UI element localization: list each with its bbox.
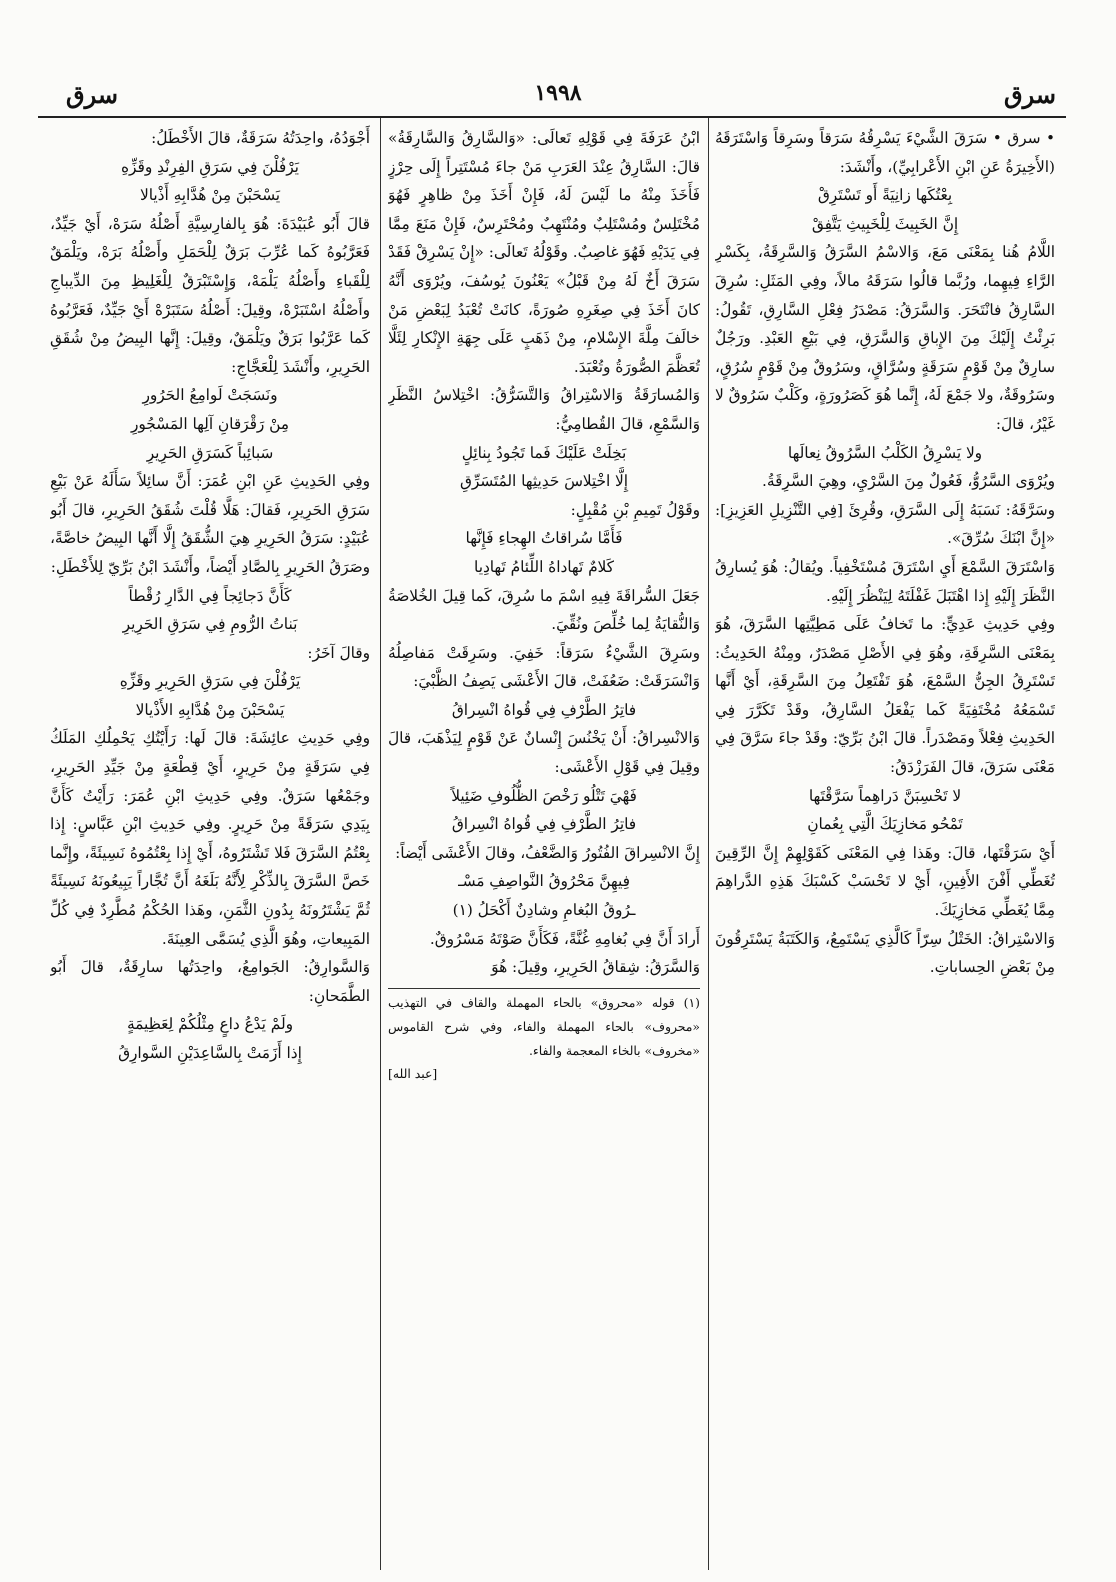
paragraph: وفِي حَدِيثِ عائِشَةَ: قالَ لَها: رَأَيْتُكِ يَحْمِلُكِ المَلَكُ فِي سَرَقَةٍ مِنْ حَرِيرٍ، أَيْ قِطْعَةٍ مِنْ جَيِّدِ الحَرِيرِ، وجَمْعُها سَرَقٌ. وفِي حَدِيثِ ابْنِ عُمَرَ: رَأَيْتُ كَأَنَّ بِيَدِي سَرَقَةً مِنْ حَرِيرٍ. وفِي حَدِيثِ ابْنِ عَبَّاسٍ: إِذا بِعْتُمُ السَّرَقَ فَلا تَشْتَرُوهُ، أَيْ إِذا بِعْتُمُوهُ نَسِيئَةً، وإِنَّما خَصَّ السَّرَقَ بِالذِّكْرِ لِأَنَّهُ بَلَغَهُ أَنَّ تُجَّاراً يَبِيعُونَهُ نَسِيئَةً ثُمَّ يَشْتَرُونَهُ بِدُونِ الثَّمَنِ، وهَذا الحُكْمُ مُطَّرِدٌ فِي كُلِّ المَبِيعاتِ، وهُوَ الَّذِي يُسَمَّى العِينَةَ. xyxy=(50,729,370,948)
verse-line: بَخِلَتْ عَلَيْكَ فَما تَجُودُ بِنائِلٍ xyxy=(461,443,627,462)
verse-line: فَأَمَّا سُراقاتُ الهِجاءِ فَإِنَّها xyxy=(465,529,623,548)
verse-line: يَسْحَبْنَ مِنْ هُدَّابِهِ أَذْيالا xyxy=(140,186,280,205)
verse-line: فَهْيَ تَتْلُو رَخْصَ الظُّلُوفِ ضَئِيلاً xyxy=(451,786,637,805)
paragraph: إِنَّ الانْسِراقَ الفُتُورُ وَالضَّعْفُ، وقالَ الأَعْشَى أَيْضاً: xyxy=(395,843,700,862)
verse-line: ولَمْ يَدْعُ داعٍ مِثْلُكُمْ لِعَظِيمَةٍ xyxy=(126,1015,294,1034)
verse-line: ـرُوقُ البُغامِ وشادِنٌ أَكْحَلُ (١) xyxy=(452,901,636,920)
page-number: ١٩٩٨ xyxy=(534,80,582,106)
paragraph: وسَرِقَ الشَّيْءُ سَرَقاً: خَفِيَ. وسَرِقَتْ مَفاصِلُهُ وَانْسَرَقَتْ: ضَعُفَتْ، قالَ الأَعْشَى يَصِفُ الظَّبْيَ: xyxy=(388,643,700,691)
verse-line: سَبائِباً كَسَرَقِ الحَرِيرِ xyxy=(146,443,274,462)
header-rule xyxy=(38,116,1066,118)
paragraph: وسَرَّقَهُ: نَسَبَهُ إِلَى السَّرَقِ، وقُرِئَ [فِي التَّنْزِيلِ العَزِيزِ]: «إِنَّ ابْنَكَ سُرِّقَ». xyxy=(715,500,1055,548)
column-left xyxy=(50,124,370,1068)
paragraph: وَالانْسِراقُ: أَنْ يَخْنُسَ إِنْسانٌ عَنْ قَوْمٍ لِيَذْهَبَ، قالَ وقِيلَ فِي قَوْلِ الأَعْشَى: xyxy=(388,729,700,777)
verse-line: لا تَحْسِبَنَّ دَراهِماً سَرَّقْتَها xyxy=(808,786,962,805)
verse-line: إِلَّا اخْتِلاسَ حَدِيثِها المُتَسَرِّقِ xyxy=(459,472,629,491)
paragraph: قالَ أَبُو عُبَيْدَةَ: هُوَ بِالفارِسِيَّةِ أَصْلُهُ سَرَهْ، أَيْ جَيِّدٌ، فَعَرَّبُوهُ كَما عُرِّبَ بَرَقٌ لِلْحَمَلِ وأَصْلُهُ بَرَهْ، ويَلْمَقٌ لِلْقَباءِ وأَصْلُهُ يَلْمَهْ، وَإِسْتَبْرَقٌ لِلْغَلِيظِ مِنَ الدِّيباجِ وأَصْلُهُ اسْتَبَرْهْ، وقِيلَ: أَصْلُهُ سَتَبَرْهْ أَيْ جَيِّدٌ، فَعَرَّبُوهُ كَما عَرَّبُوا بَرَقٌ ويَلْمَقٌ، وقِيلَ: إِنَّها البِيضُ مِنْ شُقَقِ الحَرِيرِ، وأَنْشَدَ لِلْعَجَّاجِ: xyxy=(50,214,370,376)
verse-line: يَرْفُلْنَ فِي سَرَقِ الحَرِيرِ وقَزِّهِ xyxy=(119,672,301,691)
verse-line: بَناتُ الرُّومِ فِي سَرَقِ الحَرِيرِ xyxy=(122,615,298,634)
paragraph: وَالمُسارَقَةُ وَالاسْتِراقُ وَالتَّسَرُّقُ: اخْتِلاسُ النَّظَرِ وَالسَّمْعِ، قالَ القُطامِيُّ: xyxy=(388,386,700,433)
column-right xyxy=(715,124,1055,982)
column-divider-right xyxy=(708,118,709,1570)
verse-line: يَرْفُلْنَ فِي سَرَقِ الفِرِنْدِ وقَزِّهِ xyxy=(121,157,299,176)
paragraph: وفِي الحَدِيثِ عَنِ ابْنِ عُمَرَ: أَنَّ سائِلاً سَأَلَهُ عَنْ بَيْعِ سَرَقِ الحَرِيرِ، فَقالَ: هَلَّا قُلْتَ شُقَقُ الحَرِيرِ، قالَ أَبُو عُبَيْدٍ: سَرَقُ الحَرِيرِ هِيَ الشُّقَقُ إِلَّا أَنَّها البِيضُ خاصَّةً، وصَرَقُ الحَرِيرِ بِالصَّادِ أَيْضاً، وأَنْشَدَ ابْنُ بَرِّيّ لِلأَخْطَلِ: xyxy=(50,472,370,576)
paragraph: أَجْوَدُهُ، واحِدَتُهُ سَرَقَةٌ، قالَ الأَخْطَلُ: xyxy=(151,129,370,147)
verse-line: كَلامٌ تَهاداهُ اللِّئامُ تَهادِيا xyxy=(474,557,614,576)
header-entry-word-right: سرق xyxy=(1004,80,1056,109)
paragraph: وَاسْتَرَقَ السَّمْعَ أَيِ اسْتَرَقَ مُسْتَخْفِياً. ويُقالُ: هُوَ يُسارِقُ النَّظَرَ إِلَيْهِ إِذا اهْتَبَلَ غَفْلَتَهُ لِيَنْظُرَ إِلَيْهِ. xyxy=(715,557,1055,605)
paragraph: وقَوْلُ تَمِيمِ بْنِ مُقْبِلٍ: xyxy=(570,500,700,519)
paragraph: • سرق • سَرَقَ الشَّيْءَ يَسْرِقُهُ سَرَقاً وسَرِقاً وَاسْتَرَقَهُ (الأَخِيرَةُ عَنِ ابْنِ الأَعْرابِيِّ)، وأَنْشَدَ: xyxy=(715,129,1055,176)
column-middle-body xyxy=(388,124,700,982)
verse-line: إِنَّ الخَبِيثَ لِلْخَبِيثِ يَتَّفِقْ xyxy=(811,214,959,233)
column-middle xyxy=(388,124,700,1085)
paragraph: وقالَ آخَرُ: xyxy=(307,643,370,662)
verse-line: بِعْتُكَها زانِيَةً أَو تَسْتَرِقْ xyxy=(817,186,953,205)
verse-line: إِذا أَزَمَتْ بِالسَّاعِدَيْنِ السَّوارِقُ xyxy=(118,1044,302,1062)
paragraph: وَالاسْتِراقُ: الخَتْلُ سِرّاً كَالَّذِي يَسْتَمِعُ، وَالكَتَبَةُ يَسْتَرِقُونَ مِنْ بَعْضِ الحِساباتِ. xyxy=(715,929,1055,977)
paragraph: ويُرْوَى السَّرُوُّ، فَعُولٌ مِنَ السَّرْيِ، وهِيَ السَّرِقَةُ. xyxy=(762,472,1055,491)
verse-line: ونَسَجَتْ لَوامِعُ الحَرُورِ xyxy=(142,386,278,405)
column-divider-left xyxy=(380,118,381,1570)
header-entry-word-left: سرق xyxy=(66,80,118,109)
paragraph: اللَّامُ هُنا بِمَعْنَى مَعَ، وَالاسْمُ السَّرَقُ وَالسَّرِقَةُ، بِكَسْرِ الرَّاءِ فِيهِما، ورُبَّما قالُوا سَرَقَهُ مالاً، وفِي المَثَلِ: سُرِقَ السَّارِقُ فانْتَحَرَ. وَالسَّرَقُ: مَصْدَرُ فِعْلِ السَّارِقِ، تَقُولُ: بَرِئْتُ إِلَيْكَ مِنَ الإِباقِ وَالسَّرَقِ، فِي بَيْعِ العَبْدِ. ورَجُلٌ سارِقٌ مِنْ قَوْمٍ سَرَقَةٍ وسُرَّاقٍ، وسَرُوقٌ مِنْ قَوْمٍ سُرُقٍ، وسَرُوقَةٌ، ولا جَمْعَ لَهُ، إِنَّما هُوَ كَصَرُورَةٍ، وكَلْبٌ سَرُوقٌ لا غَيْرُ، قالَ: xyxy=(715,243,1055,433)
verse-line: تَمْحُو مَخازِيَكَ الَّتِي بِعُمانِ xyxy=(807,815,963,834)
paragraph: ابْنُ عَرَفَةَ فِي قَوْلِهِ تَعالَى: «وَالسَّارِقُ وَالسَّارِقَةُ» قالَ: السَّارِقُ عِنْدَ العَرَبِ مَنْ جاءَ مُسْتَتِراً إِلَى حِرْزٍ فَأَخَذَ مِنْهُ ما لَيْسَ لَهُ، فَإِنْ أَخَذَ مِنْ ظاهِرٍ فَهُوَ مُخْتَلِسٌ ومُسْتَلِبٌ ومُنْتَهِبٌ ومُحْتَرِسٌ، فَإِنْ مَنَعَ مِمَّا فِي يَدَيْهِ فَهُوَ غاصِبٌ. وقَوْلُهُ تَعالَى: «إِنْ يَسْرِقْ فَقَدْ سَرَقَ أَخٌ لَهُ مِنْ قَبْلُ» يَعْنُونَ يُوسُفَ، ويُرْوَى أَنَّهُ كانَ أَخَذَ فِي صِغَرِهِ صُورَةً، كانَتْ تُعْبَدُ لِبَعْضِ مَنْ خالَفَ مِلَّةَ الإِسْلامِ، مِنْ ذَهَبٍ عَلَى جِهَةِ الإِنْكارِ لِئَلَّا تُعَظَّمَ الصُّورَةُ وتُعْبَدَ. xyxy=(388,129,700,376)
paragraph: وَالسَّرَقُ: شِقاقُ الحَرِيرِ، وقِيلَ: هُوَ xyxy=(491,958,700,977)
verse-line: فاتِرُ الطَّرْفِ فِي قُواهُ انْسِراقُ xyxy=(451,815,637,834)
paragraph: وَالسَّوارِقُ: الجَوامِعُ، واحِدَتُها سارِقَةٌ، قالَ أَبُو الطَّمَحانِ: xyxy=(50,958,370,1005)
verse-line: فِيهِنَّ مَحْرُوقُ النَّواصِفِ مَسْـ xyxy=(458,872,630,891)
verse-line: كَأَنَّ دَجائِجاً فِي الدَّارِ رُقْطاً xyxy=(128,586,292,605)
verse-line: ولا يَسْرِقُ الكَلْبُ السَّرُوقُ نِعالَها xyxy=(787,443,983,462)
paragraph: جَعَلَ السُّراقَةَ فِيهِ اسْمَ ما سُرِقَ، كَما قِيلَ الخُلاصَةُ وَالنُّقايَةُ لِما خُلِّصَ ونُقِّيَ. xyxy=(388,586,700,634)
footnote-signature: [عبد الله] xyxy=(388,1065,438,1081)
footnote: (١) قوله «محروق» بالحاء المهملة والقاف في التهذيب «محروف» بالحاء المهملة والفاء، وفي شرح القاموس «مخروف» بالخاء المعجمة والفاء. xyxy=(388,988,700,1063)
verse-line: يَسْحَبْنَ مِنْ هُدَّابِهِ الأَذْيالا xyxy=(135,700,285,719)
verse-line: فاتِرُ الطَّرْفِ فِي قُواهُ انْسِراقُ xyxy=(451,700,637,719)
paragraph: وفِي حَدِيثِ عَدِيٍّ: ما تَخافُ عَلَى مَطِيَّتِها السَّرَقَ، هُوَ بِمَعْنَى السَّرِقَةِ، وهُوَ فِي الأَصْلِ مَصْدَرٌ، ومِنْهُ الحَدِيثُ: تَسْتَرِقُ الجِنُّ السَّمْعَ، هُوَ تَفْتَعِلُ مِنَ السَّرِقَةِ، أَيْ أَنَّها تَسْمَعُهُ مُخْتَفِيَةً كَما يَفْعَلُ السَّارِقُ، وقَدْ تَكَرَّرَ فِي الحَدِيثِ فِعْلاً ومَصْدَراً. قالَ ابْنُ بَرِّيّ: وقَدْ جاءَ سَرَّقَ فِي مَعْنَى سَرَقَ، قالَ الفَرَزْدَقُ: xyxy=(715,615,1055,777)
verse-line: مِنْ رَقْرَقانِ آلِها المَسْجُورِ xyxy=(131,414,289,433)
paragraph: أَرادَ أَنَّ فِي بُغامِهِ غُنَّةً، فَكَأَنَّ صَوْتَهُ مَسْرُوقٌ. xyxy=(429,929,700,948)
paragraph: أَيْ سَرَقْتَها، قالَ: وهَذا فِي المَعْنَى كَقَوْلِهِمْ إِنَّ الرِّقِينَ تُغَطِّي أَفْنَ الأَفِينِ، أَيْ لا تَحْسَبْ كَسْبَكَ هَذِهِ الدَّراهِمَ مِمَّا يُغَطِّي مَخازِيَكَ. xyxy=(715,843,1055,920)
